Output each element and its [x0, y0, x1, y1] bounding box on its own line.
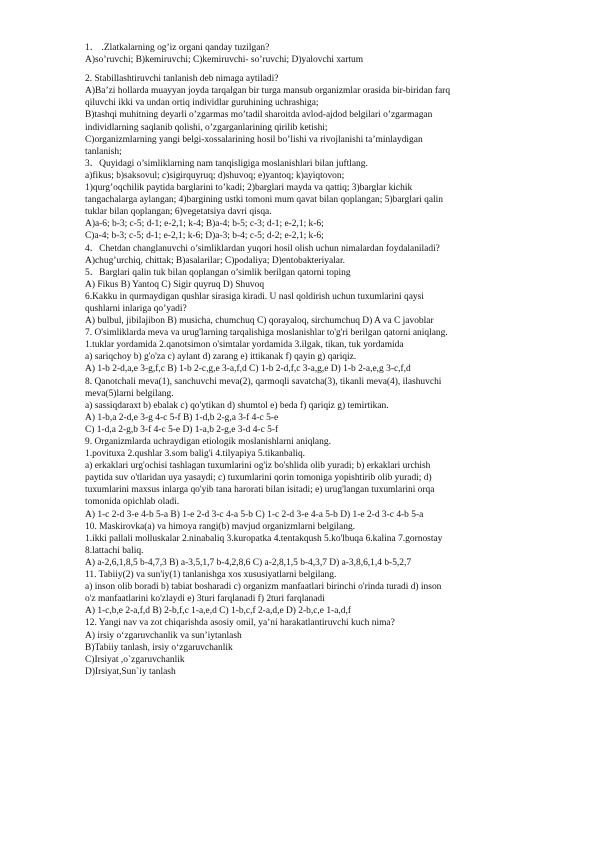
- text-line: C)Irsiyat ,o`zgaruvchanlik: [85, 654, 185, 665]
- document-page: [85, 42, 557, 678]
- text-line: 8. Qanotchali meva(1), sanchuvchi meva(2), qarmoqli savatcha(3), tikanli meva(4), ilashuvchi: [85, 376, 442, 387]
- text-line: 4．Chetdan changlanuvchi o’simliklardan yuqori hosil olish uchun nimalardan foydalaniladi?: [85, 243, 440, 254]
- text-line: 12. Yangi nav va zot chiqarishda asosiy omil, ya’ni harakatlantiruvchi kuch nima?: [85, 618, 395, 629]
- text-line: 7. O'simliklarda meva va urug'larning tarqalishiga moslanishlar to'g'ri berilgan qatorni aniqlang.: [85, 328, 448, 339]
- text-line: A) 1-b,a 2-d,e 3-g 4-c 5-f B) 1-d,b 2-g,a 3-f 4-c 5-e: [85, 412, 279, 423]
- text-line: A)chug’urchiq, chittak; B)asalarilar; C)podaliya; D)entobakteriyalar.: [85, 255, 345, 266]
- text-line: individlarning saqlanib qolishi, o’zgarganlarining qirilib ketishi;: [85, 122, 328, 133]
- text-line: meva(5)larni belgilang.: [85, 388, 174, 399]
- text-line: A)so’ruvchi; B)kemiruvchi; C)kemiruvchi- so’ruvchi; D)yalovchi xartum: [85, 55, 364, 66]
- text-line: 1． .Zlatkalarning og’iz organi qanday tuzilgan?: [85, 43, 270, 53]
- text-line: C)a-4; b-3; c-5; d-1; e-2,1; k-6; D)a-3; b-4; c-5; d-2; e-2,1; k-6;: [85, 231, 324, 242]
- text-line: 1.povituxa 2.qushlar 3.som balig'i 4.tilyapiya 5.tikanbaliq.: [85, 449, 306, 460]
- text-line: 10. Maskirovka(a) va himoya rangi(b) mavjud organizmlarni belgilang.: [85, 521, 356, 532]
- text-line: 8.lattachi baliq.: [85, 545, 144, 556]
- text-line: A) Fikus B) Yantoq C) Sigir quyruq D) Shuvoq: [85, 279, 265, 290]
- text-line: A)Ba’zi hollarda muayyan joyda tarqalgan bir turga mansub organizmlar orasida bir-biridan farq: [85, 86, 451, 97]
- text-line: A) 1-c 2-d 3-e 4-b 5-a B) 1-e 2-d 3-c 4-a 5-b C) 1-c 2-d 3-e 4-a 5-b D) 1-e 2-d 3-c 4-b 5-a: [85, 509, 424, 520]
- text-line: tanlanish;: [85, 146, 122, 157]
- text-line: a) inson olib boradi b) tabiat bosharadi c) organizm manfaatlari birinchi o'rinda turadi d) inson: [85, 582, 442, 593]
- text-line: A) bulbul, jibilajibon B) musicha, chumchuq C) qorayaloq, sirchumchuq D) A va C javoblar: [85, 316, 434, 327]
- text-line: a) erkaklari urg'ochisi tashlagan tuxumlarini og'iz bo'shlida olib yuradi; b) erkaklari urchish: [85, 461, 431, 472]
- text-line: 1.tuklar yordamida 2.qanotsimon o'simtalar yordamida 3.ilgak, tikan, tuk yordamida: [85, 340, 404, 351]
- text-line: B)Tabiiy tanlash, irsiy o‘zgaruvchanlik: [85, 642, 233, 653]
- text-line: A) irsiy o‘zgaruvchanlik va sun’iytanlash: [85, 630, 242, 641]
- text-line: paytida suv o'tlaridan uya yasaydi; c) tuxumlarini qorin tomoniga yopishtirib olib yuradi; d): [85, 473, 432, 484]
- text-line: C)organizmlarning yangi belgi-xossalarining hosil bo’lishi va rivojlanishi ta’minlaydigan: [85, 134, 423, 145]
- text-line: 9. Organizmlarda uchraydigan etiologik moslanishlarni aniqlang.: [85, 437, 331, 447]
- text-line: tuxumlarini maxsus inlarga qo'yib tana harorati bilan isitadi; e) urug'langan tuxumlarini orqa: [85, 485, 435, 496]
- text-line: a) sassiqdaraxt b) ebalak c) qo'ytikan d) shumtol e) beda f) qariqiz g) temirtikan.: [85, 400, 389, 411]
- text-line: A) a-2,6,1,8,5 b-4,7,3 B) a-3,5,1,7 b-4,2,8,6 C) a-2,8,1,5 b-4,3,7 D) a-3,8,6,1,4 b-5,2,7: [85, 557, 412, 568]
- text-line: tangachalarga aylangan; 4)bargining ustki tomoni mum qavat bilan qoplangan; 5)barglari qalin: [85, 195, 444, 206]
- text-line: tomonida opichlab oladi.: [85, 497, 180, 508]
- text-line: C) 1-d,a 2-g,b 3-f 4-c 5-e D) 1-a,b 2-g,e 3-d 4-c 5-f: [85, 424, 279, 435]
- text-line: 5．Barglari qalin tuk bilan qoplangan o’simlik berilgan qatorni toping: [85, 267, 351, 278]
- text-line: 1.ikki pallali molluskalar 2.ninabaliq 3.kuropatka 4.tentakqush 5.ko'lbuqa 6.kalina 7.gornostay: [85, 533, 443, 544]
- text-line: a)fikus; b)saksovul; c)sigirquyruq; d)shuvoq; e)yantoq; k)ayiqtovon;: [85, 170, 345, 181]
- text-line: qushlarni inlariga qo’yadi?: [85, 303, 187, 314]
- text-line: tuklar bilan qoplangan; 6)vegetatsiya davri qisqa.: [85, 207, 272, 218]
- text-line: 6.Kakku in qurmaydigan qushlar sirasiga kiradi. U nasl qoldirish uchun tuxumlarini qaysi: [85, 291, 424, 302]
- text-line: 11. Tabiiy(2) va sun'iy(1) tanlanishga xos xususiyatlarni belgilang.: [85, 570, 337, 581]
- text-line: 3．Quyidagi o’simliklarning nam tanqisligiga moslanishlari bilan juftlang.: [85, 158, 368, 169]
- text-line: 1)qurg’oqchilik paytida barglarini to’kadi; 2)barglari mayda va qattiq; 3)barglar kichik: [85, 183, 413, 194]
- text-line: D)Irsiyat,Sun`iy tanlash: [85, 666, 176, 677]
- text-line: A) 1-c,b,e 2-a,f,d B) 2-b,f,c 1-a,e,d C) 1-b,c,f 2-a,d,e D) 2-b,c,e 1-a,d,f: [85, 606, 351, 617]
- text-line: qiluvchi ikki va undan ortiq individlar guruhining uchrashiga;: [85, 98, 319, 109]
- text-line: o'z manfaatlarini ko'zlaydi e) 3turi farqlanadi f) 2turi farqlanadi: [85, 594, 325, 605]
- text-line: A) 1-b 2-d,a,e 3-g,f,c B) 1-b 2-c,g,e 3-a,f,d C) 1-b 2-d,f,c 3-a,g,e D) 1-b 2-a,e,g 3-c,f,d: [85, 364, 411, 375]
- blank-line: [85, 66, 557, 73]
- text-line: 2. Stabillashtiruvchi tanlanish deb nimaga aytiladi?: [85, 74, 279, 85]
- text-line: B)tashqi muhitning deyarli o’zgarmas mo’tadil sharoitda avlod-ajdod belgilari o’zgarmagan: [85, 110, 433, 121]
- text-line: a) sariqchoy b) g'o'za c) aylant d) zarang e) ittikanak f) qayin g) qariqiz.: [85, 352, 357, 363]
- text-line: A)a-6; b-3; c-5; d-1; e-2,1; k-4; B)a-4; b-5; c-3; d-1; e-2,1; k-6;: [85, 219, 324, 230]
